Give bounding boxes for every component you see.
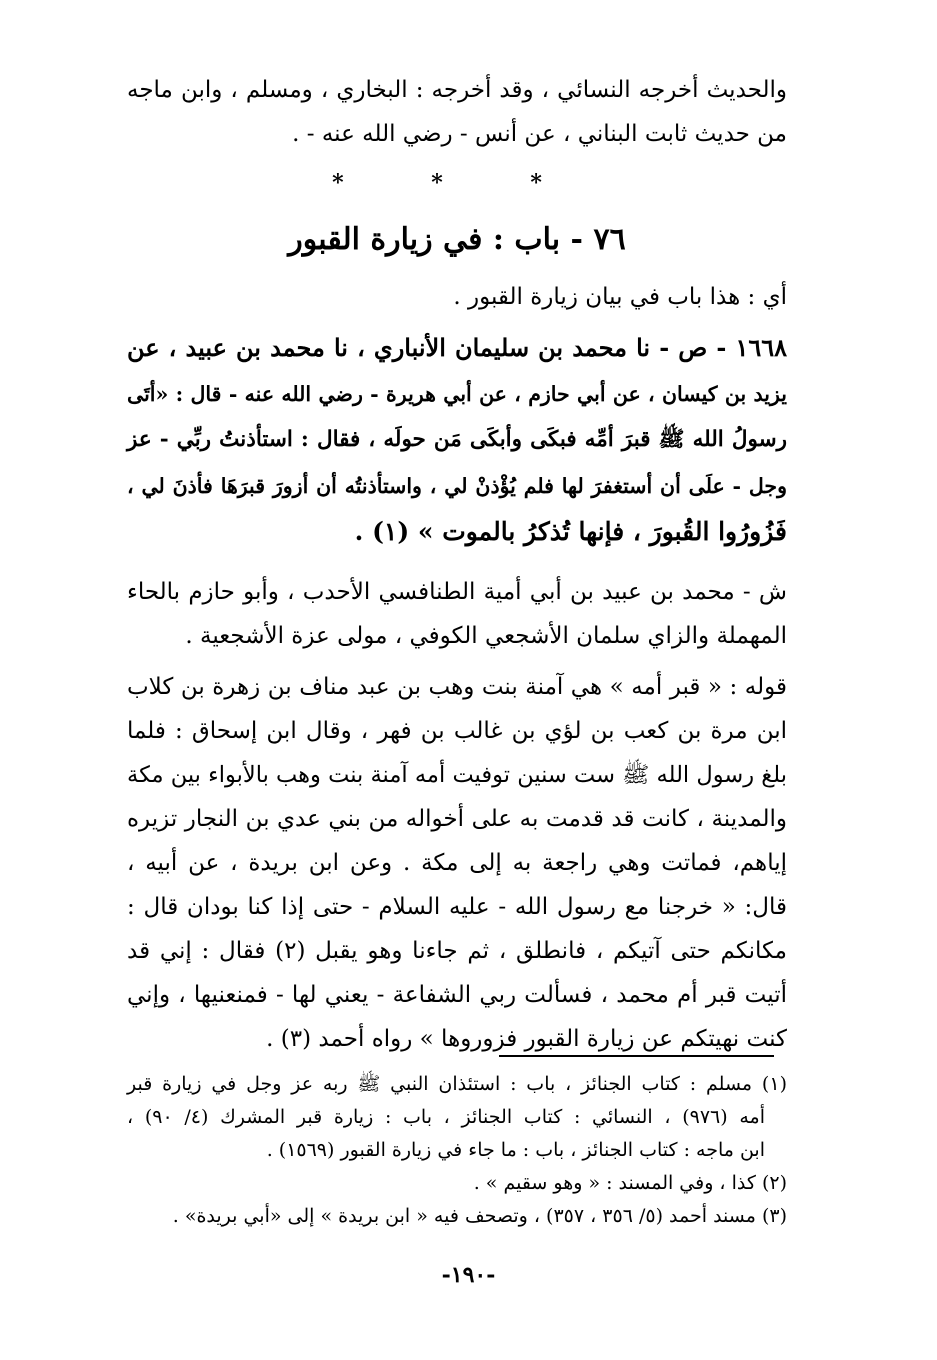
commentary-line: ابن مرة بن كعب بن لؤي بن غالب بن فهر ، وقال ابن إسحاق : فلما [127, 718, 787, 744]
footnote-1-line-3: ابن ماجه : كتاب الجنائز ، باب : ما جاء في زيارة القبور (١٥٦٩) . [266, 1139, 765, 1161]
intro-line-1: والحديث أخرجه النسائي ، وقد أخرجه : البخاري ، ومسلم ، وابن ماجه [127, 77, 787, 103]
commentary-line: والمدينة ، كانت قد قدمت به على أخواله من بني عدي بن النجار تزيره [127, 806, 787, 832]
footnote-1-line-2: أمه (٩٧٦) ، النسائي : كتاب الجنائز ، باب : زيارة قبر المشرك (٤/ ٩٠) ، [127, 1106, 765, 1128]
commentary-line: كنت نهيتكم عن زيارة القبور فزوروها » رواه أحمد (٣) . [266, 1026, 787, 1052]
commentary-line: بلغ رسول الله ﷺ ست سنين توفيت أمه آمنة بنت وهب بالأبواء بين مكة [127, 762, 787, 788]
intro-line-2: من حديث ثابت البناني ، عن أنس - رضي الله عنه - . [292, 121, 787, 147]
commentary-line: إياهم، فماتت وهي راجعة به إلى مكة . وعن ابن بريدة ، عن أبيه ، [127, 850, 787, 876]
commentary-paragraph [127, 665, 787, 1061]
chapter-explanation [127, 275, 787, 319]
commentary-line: قال: « خرجنا مع رسول الله - عليه السلام - حتى إذا كنا بودان قال : [127, 894, 787, 920]
commentary-line: قوله : « قبر أمه » هي آمنة بنت وهب بن عبد مناف بن زهرة بن كلاب [127, 674, 787, 700]
sharh-line: المهملة والزاي سلمان الأشجعي الكوفي ، مولى عزة الأشجعية . [185, 623, 787, 649]
footnote-1-line-1: (١) مسلم : كتاب الجنائز ، باب : استئذان النبي ﷺ ربه عز وجل في زيارة قبر [127, 1073, 787, 1095]
hadith-text [127, 325, 787, 555]
sharh-paragraph [127, 570, 787, 658]
chapter-title: ٧٦ - باب : في زيارة القبور [288, 222, 626, 257]
hadith-line: فَزُورُوا القُبورَ ، فإنها تُذكرُ بالموت » (١) . [354, 517, 787, 546]
chapter-explanation-line: أي : هذا باب في بيان زيارة القبور . [453, 284, 787, 310]
section-separator: * * * [332, 170, 582, 196]
footnotes [127, 1068, 787, 1233]
hadith-line: وجل - علَى أن أستغفرَ لها فلم يُؤْذنْ لي ، واستأذنتُه أن أزورَ قبرَهَا فأذنَ لي ، [127, 474, 787, 498]
footnote-divider [499, 1055, 774, 1057]
sharh-line: ش - محمد بن عبيد بن أبي أمية الطنافسي الأحدب ، وأبو حازم بالحاء [127, 579, 787, 605]
footnote-2: (٢) كذا ، وفي المسند : « وهو سقيم » . [473, 1172, 787, 1194]
commentary-line: مكانكم حتى آتيكم ، فانطلق ، ثم جاءنا وهو يقبل (٢) فقال : إني قد [127, 938, 787, 964]
commentary-line: أتيت قبر أم محمد ، فسألت ربي الشفاعة - يعني لها - فمنعنيها ، وإني [127, 982, 787, 1008]
footnote-3: (٣) مسند أحمد (٥/ ٣٥٦ ، ٣٥٧) ، وتصحف فيه « ابن بريدة » إلى «أبي بريدة» . [172, 1205, 787, 1227]
hadith-line: يزيد بن كيسان ، عن أبي حازم ، عن أبي هريرة - رضي الله عنه - قال : «أتَى [127, 382, 787, 406]
hadith-line: ١٦٦٨ - ص - نا محمد بن سليمان الأنباري ، نا محمد بن عبيد ، عن [127, 333, 787, 362]
page-number: -١٩٠- [441, 1262, 496, 1288]
hadith-line: رسولُ الله ﷺ قبرَ أمِّه فبكَى وأبكَى مَن حولَه ، فقال : استأذنتُ ربِّي - عز [127, 427, 787, 452]
intro-paragraph [127, 68, 787, 156]
